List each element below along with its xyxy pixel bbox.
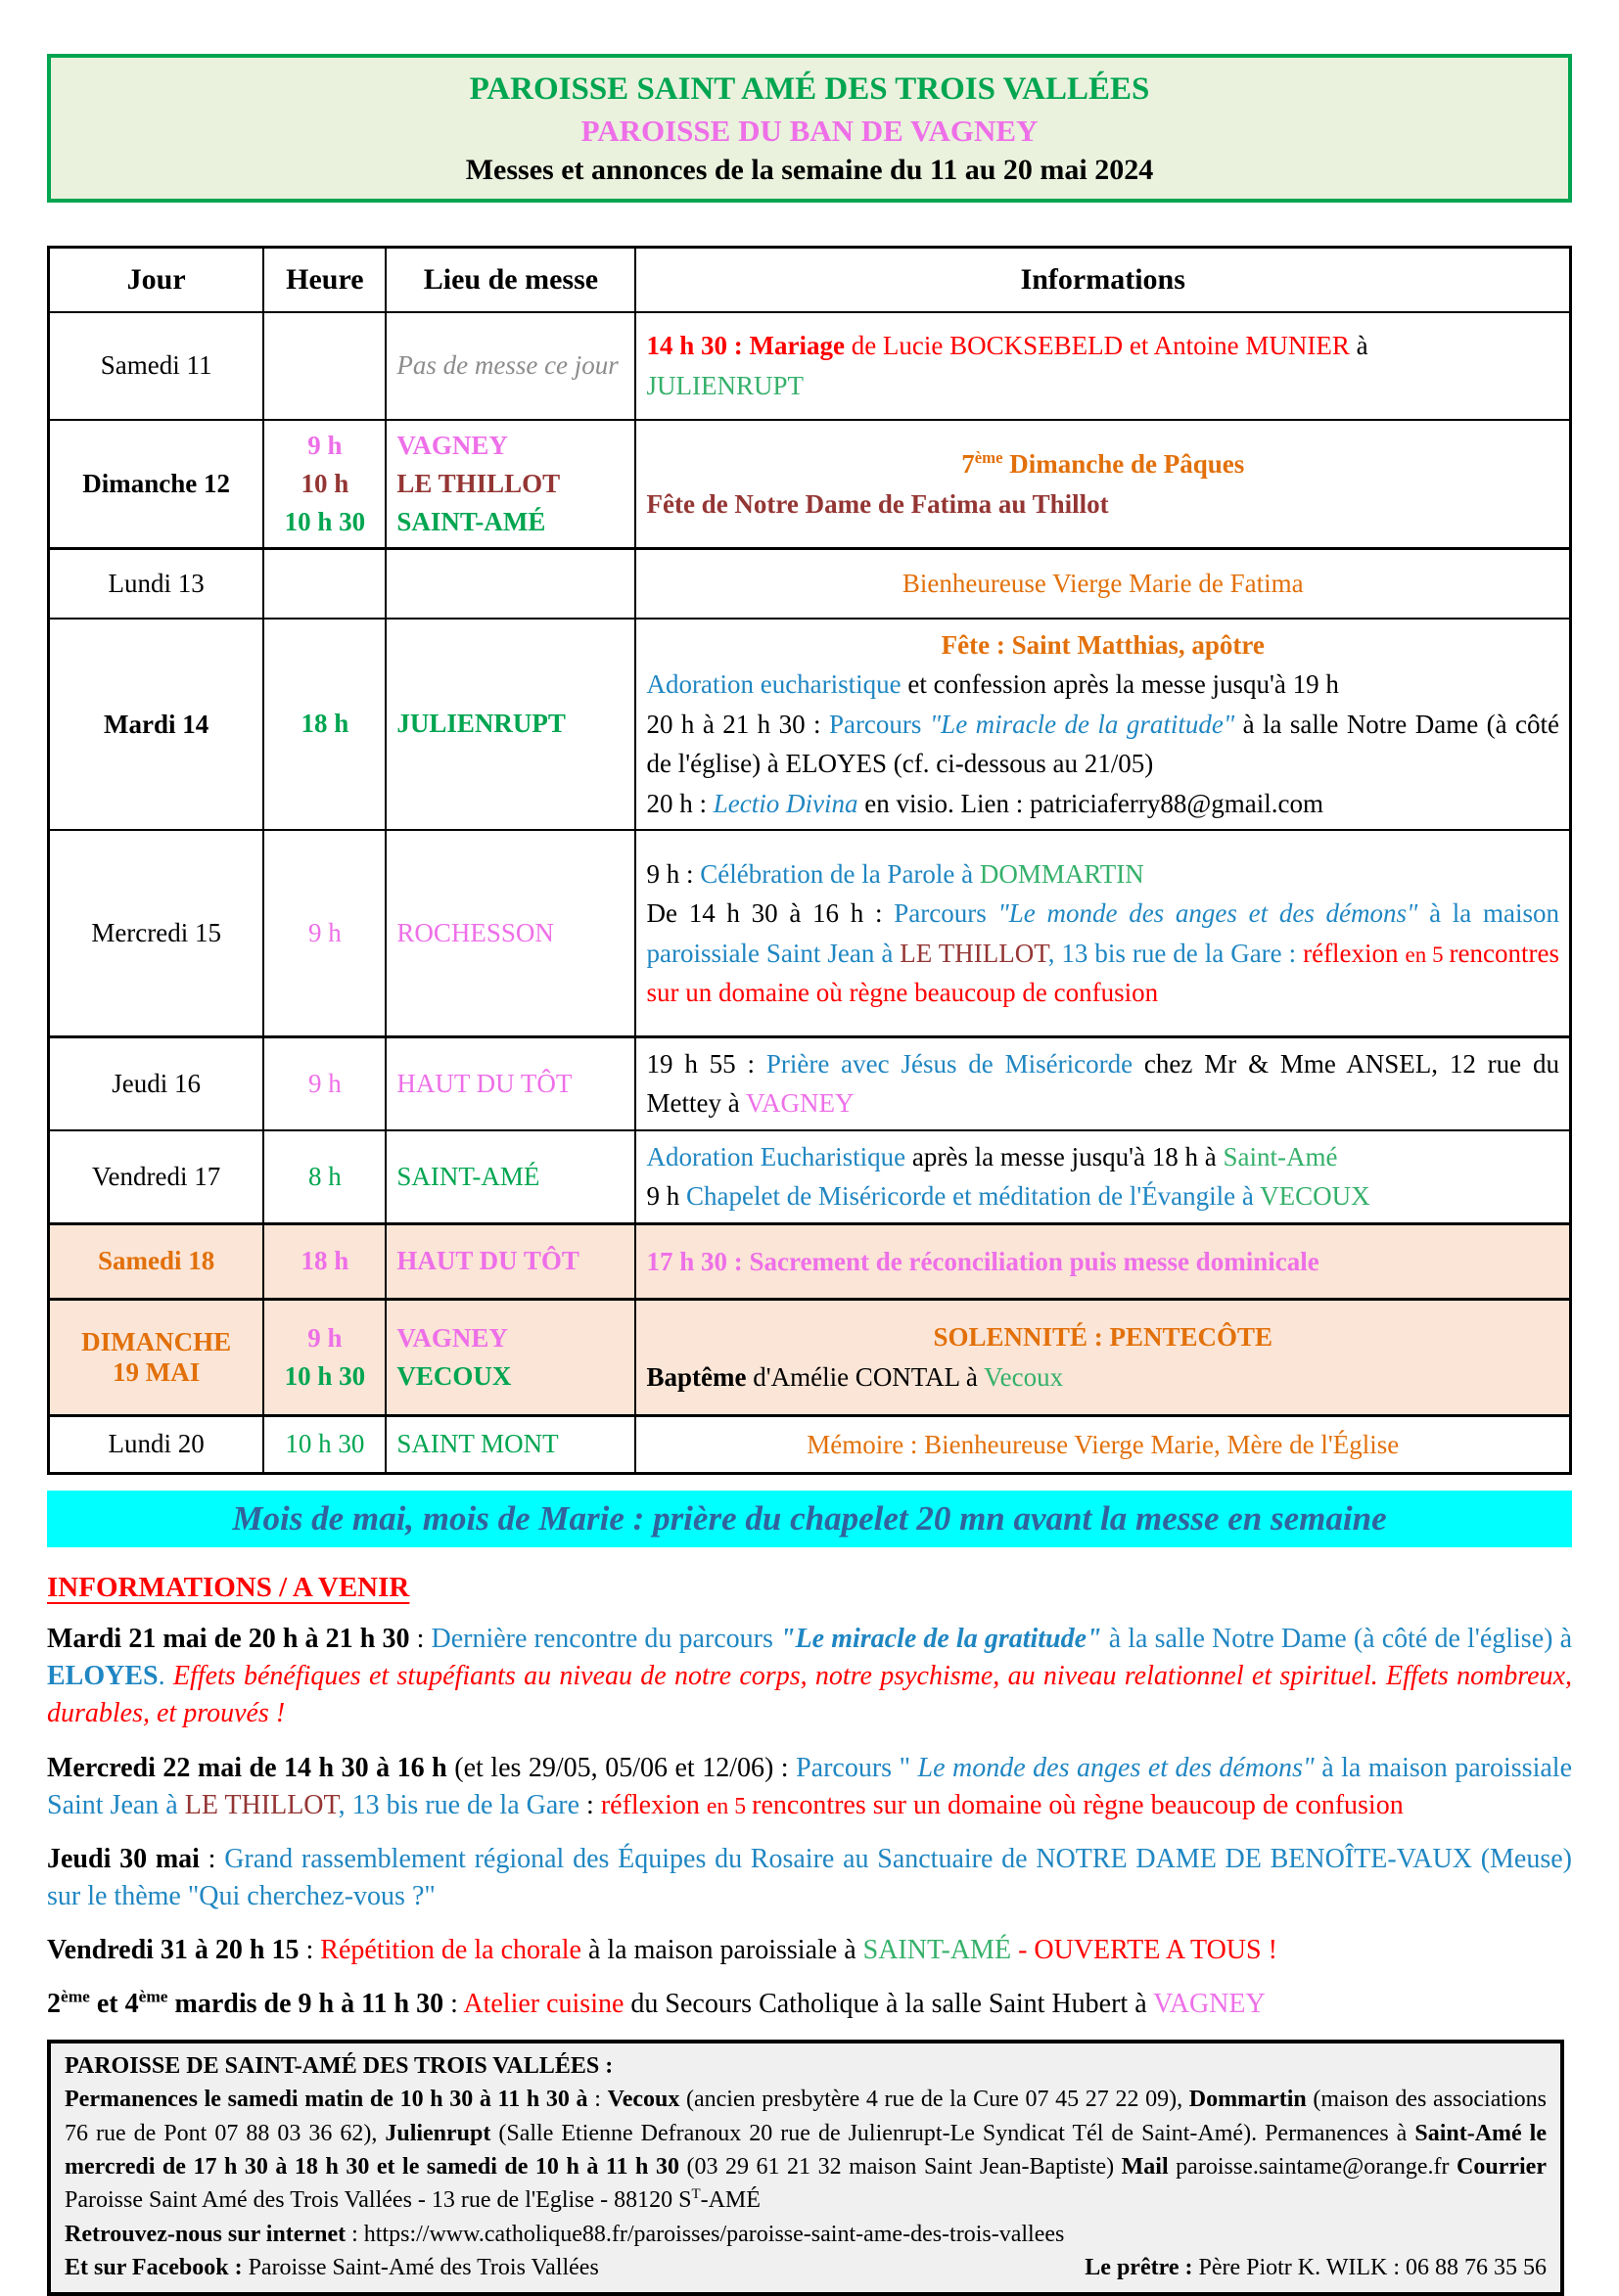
- time-cell: 9 h 10 h 30: [263, 1299, 386, 1415]
- info-cell: 7ème Dimanche de Pâques Fête de Notre Dame de Fatima au Thillot: [635, 420, 1570, 549]
- info-cell: Fête : Saint Matthias, apôtre Adoration eucharistique et confession après la messe jusqu'à 19 h 20 h à 21 h 30 : Parcours "Le miracle de la gratitude" à la salle Notre Dame (à côté de l'église) à ELOYES (cf. ci-dessous au 21/05) 20 h : Lectio Divina en visio. Lien : patriciaferry88@gmail.com: [635, 619, 1570, 831]
- parish-header: [47, 54, 1572, 203]
- parish-subtitle: PAROISSE DU BAN DE VAGNEY: [580, 113, 1039, 148]
- info-cell: SOLENNITÉ : PENTECÔTE Baptême d'Amélie CONTAL à Vecoux: [635, 1299, 1570, 1415]
- day-cell: Jeudi 16: [49, 1036, 264, 1130]
- location-cell: SAINT MONT: [386, 1415, 635, 1473]
- footer-body: PAROISSE DE SAINT-AMÉ DES TROIS VALLÉES : Permanences le samedi matin de 10 h 30 à 11 h 30 à : Vecoux (ancien presbytère 4 rue de la Cure 07 45 27 22 09), Dommartin (maison des associations 76 rue de Pont 07 88 03 36 62), Julienrupt (Salle Etienne Defranoux 20 rue de Julienrupt-Le Syndicat Tél de Saint-Amé). Permanences à Saint-Amé le mercredi de 17 h 30 à 18 h 30 et le samedi de 10 h à 11 h 30 (03 29 61 21 32 maison Saint Jean-Baptiste) Mail paroisse.saintame@orange.fr Courrier Paroisse Saint Amé des Trois Vallées - 13 rue de l'Eglise - 88120 $S^T$-AMÉ Retrouvez-nous sur internet : https://www.catholique88.fr/paroisses/paroisse-saint-ame-des-trois-vallees: [65, 2053, 1548, 2247]
- info-cell: 19 h 55 : Prière avec Jésus de Miséricorde chez Mr & Mme ANSEL, 12 rue du Mettey à VAGNEY: [635, 1036, 1570, 1130]
- row-dimanche-12: [49, 420, 1571, 549]
- location-cell: VAGNEY VECOUX: [386, 1299, 635, 1415]
- day-cell: Dimanche 12: [49, 420, 264, 549]
- location-cell: JULIENRUPT: [386, 619, 635, 831]
- row-jeudi-16: [49, 1036, 1571, 1130]
- day-cell: Mardi 14: [49, 619, 264, 831]
- info-cell: Bienheureuse Vierge Marie de Fatima: [635, 549, 1570, 619]
- footer-contact-box: [47, 2040, 1564, 2296]
- footer-last-line: [65, 2251, 1547, 2284]
- column-header-jour: Jour: [49, 247, 264, 312]
- location-cell: Pas de messe ce jour: [386, 312, 635, 420]
- info-cell: Mémoire : Bienheureuse Vierge Marie, Mère de l'Église: [635, 1415, 1570, 1473]
- time-cell: 10 h 30: [263, 1415, 386, 1473]
- time-cell: [263, 312, 386, 420]
- infos-a-venir-title: INFORMATIONS / A VENIR: [47, 1571, 410, 1603]
- time-cell: 9 h: [263, 1036, 386, 1130]
- info-cell: 14 h 30 : Mariage de Lucie BOCKSEBELD et Antoine MUNIER à JULIENRUPT: [635, 312, 1570, 420]
- column-header-informations: Informations: [635, 247, 1570, 312]
- location-cell: VAGNEY LE THILLOT SAINT-AMÉ: [386, 420, 635, 549]
- day-cell: Vendredi 17: [49, 1130, 264, 1224]
- time-cell: 8 h: [263, 1130, 386, 1224]
- week-range-title: Messes et annonces de la semaine du 11 au 20 mai 2024: [465, 153, 1154, 186]
- column-header-lieu: Lieu de messe: [386, 247, 635, 312]
- day-cell: Samedi 11: [49, 312, 264, 420]
- row-lundi-20: [49, 1415, 1571, 1473]
- location-cell: HAUT DU TÔT: [386, 1223, 635, 1299]
- day-cell: Lundi 20: [49, 1415, 264, 1473]
- announcement-paragraphs: Mardi 21 mai de 20 h à 21 h 30 : Dernière rencontre du parcours "Le miracle de la gratitude" à la salle Notre Dame (à côté de l'église) à ELOYES. Effets bénéfiques et stupéfiants au niveau de notre corps, notre psychisme, au niveau relationnel et spirituel. Effets nombreux, durables, et prouvés ! Mercredi 22 mai de 14 h 30 à 16 h (et les 29/05, 05/06 et 12/06) : Parcours " Le monde des anges et des démons" à la maison paroissiale Saint Jean à LE THILLOT, 13 bis rue de la Gare : réflexion en 5 rencontres sur un domaine où règne beaucoup de confusion Jeudi 30 mai : Grand rassemblement régional des Équipes du Rosaire au Sanctuaire de NOTRE DAME DE BENOÎTE-VAUX (Meuse) sur le thème "Qui cherchez-vous ?" Vendredi 31 à 20 h 15 : Répétition de la chorale à la maison paroissiale à SAINT-AMÉ - OUVERTE A TOUS ! 2ème et 4ème mardis de 9 h à 11 h 30 : Atelier cuisine du Secours Catholique à la salle Saint Hubert à VAGNEY: [47, 1624, 1573, 2019]
- info-cell: Adoration Eucharistique après la messe jusqu'à 18 h à Saint-Amé 9 h Chapelet de Miséricorde et méditation de l'Évangile à VECOUX: [635, 1130, 1570, 1224]
- row-lundi-13: [49, 549, 1571, 619]
- location-cell: [386, 549, 635, 619]
- column-header-heure: Heure: [263, 247, 386, 312]
- time-cell: 9 h: [263, 830, 386, 1036]
- time-cell: 18 h: [263, 619, 386, 831]
- time-cell: 9 h 10 h 10 h 30: [263, 420, 386, 549]
- facebook-line: Et sur Facebook : Paroisse Saint-Amé des Trois Vallées: [65, 2254, 599, 2280]
- row-mardi-14: [49, 619, 1571, 831]
- info-cell: 9 h : Célébration de la Parole à DOMMARTIN De 14 h 30 à 16 h : Parcours "Le monde des anges et des démons" à la maison paroissiale Saint Jean à LE THILLOT, 13 bis rue de la Gare : réflexion en 5 rencontres sur un domaine où règne beaucoup de confusion: [635, 830, 1570, 1036]
- row-vendredi-17: [49, 1130, 1571, 1224]
- schedule-table: [47, 246, 1572, 1475]
- table-header-row: [49, 247, 1571, 312]
- day-cell: Mercredi 15: [49, 830, 264, 1036]
- row-dimanche-19-mai: [49, 1299, 1571, 1415]
- parish-title: PAROISSE SAINT AMÉ DES TROIS VALLÉES: [469, 71, 1150, 107]
- time-cell: [263, 549, 386, 619]
- row-samedi-11: [49, 312, 1571, 420]
- info-cell: 17 h 30 : Sacrement de réconciliation puis messe dominicale: [635, 1223, 1570, 1299]
- may-month-banner: Mois de mai, mois de Marie : prière du chapelet 20 mn avant la messe en semaine: [47, 1491, 1572, 1547]
- location-cell: SAINT-AMÉ: [386, 1130, 635, 1224]
- row-mercredi-15: [49, 830, 1571, 1036]
- location-cell: ROCHESSON: [386, 830, 635, 1036]
- day-cell: Samedi 18: [49, 1223, 264, 1299]
- day-cell: Lundi 13: [49, 549, 264, 619]
- time-cell: 18 h: [263, 1223, 386, 1299]
- day-cell: DIMANCHE 19 MAI: [49, 1299, 264, 1415]
- location-cell: HAUT DU TÔT: [386, 1036, 635, 1130]
- priest-line: Le prêtre : Père Piotr K. WILK : 06 88 76 35 56: [1085, 2254, 1547, 2280]
- row-samedi-18: [49, 1223, 1571, 1299]
